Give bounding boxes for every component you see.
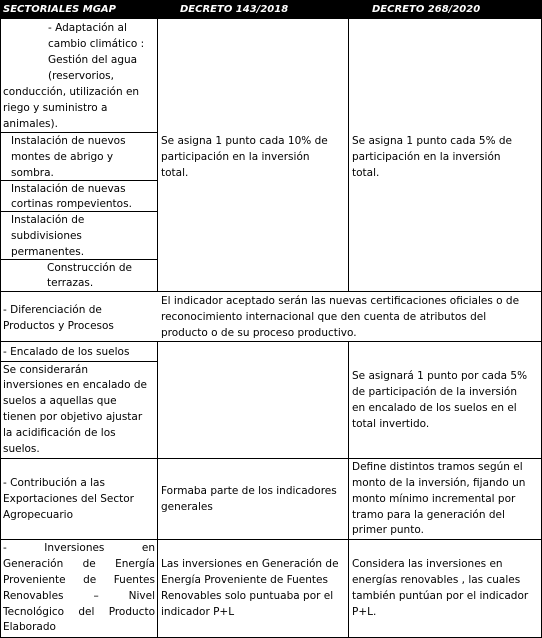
row5-word: de bbox=[82, 558, 96, 570]
row4-decreto2018-line: generales bbox=[161, 501, 213, 513]
row1-item1-line: - Adaptación al bbox=[48, 22, 127, 34]
row2-merged-line: El indicador aceptado serán las nuevas certificaciones oficiales o de bbox=[161, 295, 520, 307]
row4-sectorial-line: Agropecuario bbox=[3, 509, 74, 521]
row2-sectorial-line: Productos y Procesos bbox=[3, 320, 114, 332]
row3-decreto2020-line: Se asignará 1 punto por cada 5% bbox=[352, 370, 528, 382]
row5-word: Generación bbox=[3, 558, 64, 570]
row5-word: Producto bbox=[108, 606, 155, 618]
row1-item4-line: Instalación de bbox=[11, 214, 85, 226]
row5-word: Renovables bbox=[3, 590, 64, 602]
row3-heading: - Encalado de los suelos bbox=[3, 346, 130, 358]
row1-decreto2018-line: total. bbox=[161, 167, 189, 179]
header-decreto-2020: DECRETO 268/2020 bbox=[372, 4, 481, 15]
row2-merged-line: reconocimiento internacional que den cuenta de atributos del bbox=[161, 311, 487, 323]
row5-word: en bbox=[141, 542, 155, 554]
row5-decreto2020-line: también puntúan por el indicador bbox=[352, 590, 529, 602]
row5-word: Tecnológico bbox=[3, 606, 65, 618]
row1-item1-line: conducción, utilización en bbox=[3, 86, 140, 98]
row1-item1-line: cambio climático : bbox=[48, 38, 145, 50]
row5-sectorial-line bbox=[3, 573, 155, 589]
grid-h-row5 bbox=[0, 539, 542, 540]
row5-decreto2018-line: Energía Proveniente de Fuentes bbox=[161, 574, 328, 586]
row1-item2-line: Instalación de nuevos bbox=[11, 135, 126, 147]
header-sectoriales: SECTORIALES MGAP bbox=[3, 4, 116, 15]
row3-decreto2020-line: en encalado de los suelos en el bbox=[352, 402, 517, 414]
row5-word: Nivel bbox=[128, 590, 155, 602]
row2-merged-line: producto o de su proceso productivo. bbox=[161, 327, 357, 339]
row3-sectorial-line: Se considerarán bbox=[3, 364, 88, 376]
row4-decreto2020-line: tramo para la generación del bbox=[352, 509, 505, 521]
row4-decreto2020-line: Define distintos tramos según el bbox=[352, 461, 523, 473]
row5-decreto2020-line: Considera las inversiones en bbox=[352, 558, 503, 570]
row3-decreto2020-line: de participación de la inversión bbox=[352, 386, 517, 398]
row1-item5-line: terrazas. bbox=[47, 277, 94, 289]
row1-decreto2020-line: total. bbox=[352, 167, 380, 179]
row4-decreto2020-line: primer punto. bbox=[352, 524, 424, 536]
row3-sectorial-line: suelos a aquellas que bbox=[3, 395, 117, 407]
grid-h-row4 bbox=[0, 458, 542, 459]
row5-decreto2018-line: Las inversiones en Generación de bbox=[161, 558, 339, 570]
row5-word: Proveniente bbox=[3, 574, 66, 586]
row4-decreto2020-line: monto de la inversión, fijando un bbox=[352, 477, 526, 489]
row5-decreto2020-line: P+L. bbox=[352, 606, 377, 618]
row1-item2-line: sombra. bbox=[11, 167, 54, 179]
row1-item1-line: (reservorios, bbox=[48, 70, 114, 82]
row1-item4-line: subdivisiones bbox=[11, 230, 82, 242]
row4-sectorial-line: - Contribución a las bbox=[3, 477, 105, 489]
row5-sectorial-line bbox=[3, 557, 155, 573]
header-decreto-2018: DECRETO 143/2018 bbox=[180, 4, 289, 15]
row3-sectorial-line: suelos. bbox=[3, 443, 40, 455]
row4-decreto2018-line: Formaba parte de los indicadores bbox=[161, 485, 337, 497]
row5-decreto2018-line: Renovables solo puntuaba por el bbox=[161, 590, 334, 602]
row1-item1-line: Gestión del agua bbox=[48, 54, 138, 66]
grid-v1a bbox=[157, 19, 158, 291]
row5-word: del bbox=[78, 606, 95, 618]
grid-left bbox=[0, 0, 1, 638]
row5-word: Inversiones bbox=[44, 542, 105, 554]
row1-item3-line: cortinas rompevientos. bbox=[11, 198, 132, 210]
row1-decreto2020-line: Se asigna 1 punto cada 5% de bbox=[352, 135, 513, 147]
row1-item5-line: Construcción de bbox=[47, 262, 132, 274]
grid-v2a bbox=[348, 19, 349, 291]
row5-decreto2018-line: indicador P+L bbox=[161, 606, 235, 618]
row1-item2-line: montes de abrigo y bbox=[11, 151, 114, 163]
row5-word: - bbox=[3, 542, 7, 554]
row5-word: de bbox=[83, 574, 97, 586]
row5-word: – bbox=[93, 590, 99, 602]
row5-sectorial-line: Elaborado bbox=[3, 621, 56, 633]
row1-item4-line: permanentes. bbox=[11, 246, 85, 258]
row1-decreto2020-line: participación en la inversión bbox=[352, 151, 501, 163]
row3-sectorial-line: la acidificación de los bbox=[3, 427, 116, 439]
row4-sectorial-line: Exportaciones del Sector bbox=[3, 493, 134, 505]
row3-decreto2020-line: total invertido. bbox=[352, 418, 430, 430]
row1-decreto2018-line: Se asigna 1 punto cada 10% de bbox=[161, 135, 328, 147]
row5-word: Energía bbox=[115, 558, 155, 570]
grid-h-sub5 bbox=[0, 361, 157, 362]
row5-sectorial-line bbox=[3, 589, 155, 605]
row5-sectorial-line bbox=[3, 605, 155, 621]
row1-decreto2018-line: participación en la inversión bbox=[161, 151, 310, 163]
row3-sectorial-line: inversiones en encalado de bbox=[3, 379, 147, 391]
row5-word: Fuentes bbox=[113, 574, 155, 586]
row4-decreto2020-line: monto mínimo incremental por bbox=[352, 493, 516, 505]
row2-sectorial-line: - Diferenciación de bbox=[3, 304, 102, 316]
grid-v2b bbox=[348, 341, 349, 638]
row5-decreto2020-line: energías renovables , las cuales bbox=[352, 574, 521, 586]
row3-sectorial-line: tienen por objetivo ajustar bbox=[3, 411, 143, 423]
grid-v1b bbox=[157, 341, 158, 638]
table-header bbox=[0, 0, 542, 19]
row5-sectorial-line bbox=[3, 541, 155, 557]
row1-item1-line: riego y suministro a bbox=[3, 102, 108, 114]
row1-item3-line: Instalación de nuevas bbox=[11, 183, 126, 195]
row1-item1-line: animales). bbox=[3, 118, 58, 130]
